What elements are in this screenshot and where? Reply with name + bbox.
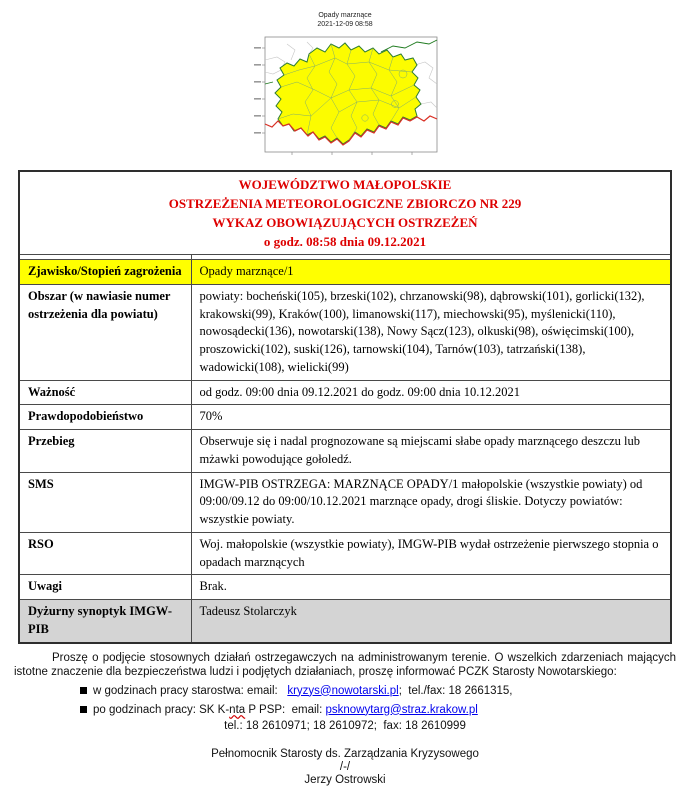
malopolskie-map <box>247 32 444 158</box>
phone-fax-line: tel.: 18 2610971; 18 2610972; fax: 18 2610999 <box>224 719 466 732</box>
bullet-text: P PSP: email: <box>245 703 326 716</box>
row-przebieg <box>19 430 671 473</box>
bullet-square-icon <box>80 706 87 713</box>
row-dyzurny-synoptyk <box>19 600 671 643</box>
row-value: Tadeusz Stolarczyk <box>191 600 671 643</box>
row-label: Przebieg <box>19 430 191 473</box>
row-label: SMS <box>19 472 191 532</box>
row-label: Ważność <box>19 380 191 405</box>
row-value: Obserwuje się i nadal prognozowane są miejscami słabe opady marznącego deszczu lub mżawki powodujące gołoledź. <box>191 430 671 473</box>
map-y-ticks <box>262 48 265 133</box>
row-value: 70% <box>191 405 671 430</box>
row-value: Brak. <box>191 575 671 600</box>
signature-block <box>14 748 676 787</box>
footer-paragraph: Proszę o podjęcie stosownych działań ostrzegawczych na administrowanym terenie. O wszelkich zdarzeniach mających istotne znaczenie dla bezpieczeństwa ludzi i podjętych działaniach, proszę informować PCZK Starosty Nowotarskiego: <box>14 651 676 678</box>
row-value: IMGW-PIB OSTRZEGA: MARZNĄCE OPADY/1 małopolskie (wszystkie powiaty) od 09:00/09.12 do 09:00/10.12.2021 marznące opady, drogi śliskie. Dotyczy powiatów: wszystkie powiaty. <box>191 472 671 532</box>
row-label: Uwagi <box>19 575 191 600</box>
email-link-kryzys[interactable]: kryzys@nowotarski.pl <box>287 684 399 697</box>
title-bulletin: OSTRZEŻENIA METEOROLOGICZNE ZBIORCZO NR 229 <box>168 196 522 211</box>
row-value: Woj. małopolskie (wszystkie powiaty), IMGW-PIB wydał ostrzeżenie pierwszego stopnia o opadach marznących <box>191 532 671 575</box>
row-label: Obszar (w nawiasie numer ostrzeżenia dla powiatu) <box>19 284 191 380</box>
row-value: powiaty: bocheński(105), brzeski(102), chrzanowski(98), dąbrowski(101), gorlicki(132), krakowski(99), Kraków(100), limanowski(117), miechowski(95), myślenicki(110), nowosądecki(136), nowotarski(138), Nowy Sącz(123), olkuski(98), oświęcimski(100), proszowicki(102), suski(126), tarnowski(104), Tarnów(103), tatrzański(138), wadowicki(108), wielicki(99) <box>191 284 671 380</box>
table-header-row <box>19 171 671 255</box>
contact-bullet-after-hours <box>80 703 676 717</box>
row-label: RSO <box>19 532 191 575</box>
document-title-block <box>19 171 671 255</box>
bullet-square-icon <box>80 687 87 694</box>
title-list: WYKAZ OBOWIĄZUJĄCYCH OSTRZEŻEŃ <box>212 215 478 230</box>
signature-name: Jerzy Ostrowski <box>304 773 386 786</box>
bullet-text: po godzinach pracy: SK K- <box>93 703 230 716</box>
signature-title: Pełnomocnik Starosty ds. Zarządzania Kryzysowego <box>211 747 479 760</box>
map-x-ticks <box>292 152 412 155</box>
signature-mark: /-/ <box>339 760 351 773</box>
row-zjawisko <box>19 260 671 285</box>
row-uwagi <box>19 575 671 600</box>
bullet-text: w godzinach pracy starostwa: email: <box>93 684 288 697</box>
row-prawdopodobienstwo <box>19 405 671 430</box>
email-link-psp[interactable]: psknowytarg@straz.krakow.pl <box>325 703 478 716</box>
map-title-datetime: 2021-12-09 08:58 <box>317 21 373 28</box>
row-waznosc <box>19 380 671 405</box>
warning-map-section <box>0 0 690 158</box>
title-voivodeship: WOJEWÓDZTWO MAŁOPOLSKIE <box>238 177 452 192</box>
title-issued-at: o godz. 08:58 dnia 09.12.2021 <box>263 234 427 249</box>
row-sms <box>19 472 671 532</box>
map-title <box>0 11 690 29</box>
footer <box>14 651 676 787</box>
row-rso <box>19 532 671 575</box>
row-label: Prawdopodobieństwo <box>19 405 191 430</box>
bullet-text: ; tel./fax: 18 2661315, <box>398 684 513 697</box>
map-title-phenomenon: Opady marznące <box>318 12 372 19</box>
map-y-tick-labels <box>254 47 261 134</box>
contact-bullet-office-hours <box>80 684 676 698</box>
spellcheck-underlined-text: nta <box>229 703 246 716</box>
row-obszar <box>19 284 671 380</box>
row-label: Dyżurny synoptyk IMGW-PIB <box>19 600 191 643</box>
row-value: od godz. 09:00 dnia 09.12.2021 do godz. 09:00 dnia 10.12.2021 <box>191 380 671 405</box>
warning-table <box>18 170 672 644</box>
row-label: Zjawisko/Stopień zagrożenia <box>19 260 191 285</box>
row-value: Opady marznące/1 <box>191 260 671 285</box>
